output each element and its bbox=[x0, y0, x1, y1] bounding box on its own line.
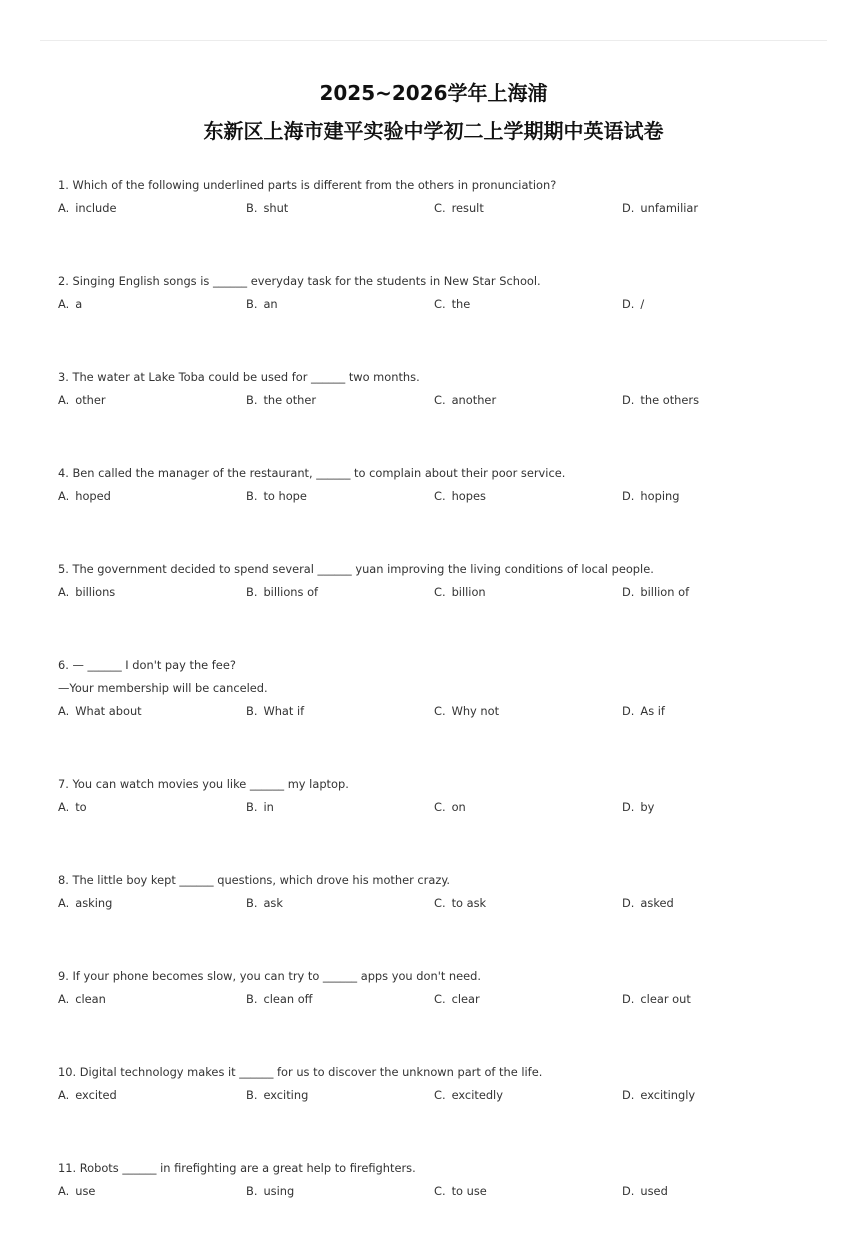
question-item bbox=[58, 270, 828, 316]
option-text: to hope bbox=[263, 489, 307, 503]
question-list bbox=[58, 174, 828, 1253]
exam-title-line-2: 东新区上海市建平实验中学初二上学期期中英语试卷 bbox=[203, 119, 664, 143]
option-text: other bbox=[75, 393, 106, 407]
option-letter: A. bbox=[58, 1088, 70, 1102]
option-text: Why not bbox=[451, 704, 500, 718]
option-letter: C. bbox=[434, 1184, 446, 1198]
question-item bbox=[58, 558, 828, 604]
answer-option bbox=[58, 389, 106, 412]
question-stem: 1. Which of the following underlined parts is different from the others in pronunciation? bbox=[58, 178, 557, 192]
answer-option bbox=[622, 197, 698, 220]
answer-option bbox=[58, 1084, 117, 1107]
option-letter: A. bbox=[58, 585, 70, 599]
option-letter: B. bbox=[246, 896, 258, 910]
answer-option bbox=[622, 796, 654, 819]
option-letter: B. bbox=[246, 585, 258, 599]
answer-option bbox=[622, 892, 674, 915]
answer-options bbox=[58, 1180, 828, 1203]
answer-options bbox=[58, 700, 828, 723]
answer-options bbox=[58, 892, 828, 915]
answer-option bbox=[434, 197, 484, 220]
option-letter: D. bbox=[622, 992, 635, 1006]
option-text: used bbox=[640, 1184, 668, 1198]
answer-option bbox=[622, 1084, 695, 1107]
option-text: excitedly bbox=[451, 1088, 503, 1102]
option-text: another bbox=[451, 393, 497, 407]
option-letter: D. bbox=[622, 896, 635, 910]
option-letter: A. bbox=[58, 393, 70, 407]
question-stem: 4. Ben called the manager of the restaurant, ______ to complain about their poor service. bbox=[58, 466, 566, 480]
question-item bbox=[58, 174, 828, 220]
answer-options bbox=[58, 389, 828, 412]
option-letter: B. bbox=[246, 704, 258, 718]
option-letter: C. bbox=[434, 201, 446, 215]
option-text: billion of bbox=[640, 585, 690, 599]
option-letter: B. bbox=[246, 1184, 258, 1198]
answer-options bbox=[58, 581, 828, 604]
answer-option bbox=[622, 485, 679, 508]
option-letter: B. bbox=[246, 201, 258, 215]
answer-option bbox=[434, 892, 486, 915]
answer-option bbox=[434, 796, 466, 819]
option-text: include bbox=[75, 201, 117, 215]
option-letter: C. bbox=[434, 896, 446, 910]
question-stem: 10. Digital technology makes it ______ for us to discover the unknown part of the life. bbox=[58, 1065, 543, 1079]
answer-options bbox=[58, 796, 828, 819]
question-item bbox=[58, 1061, 828, 1107]
answer-option bbox=[58, 197, 117, 220]
option-text: exciting bbox=[263, 1088, 309, 1102]
question-stem: 7. You can watch movies you like ______ my laptop. bbox=[58, 777, 349, 791]
option-text: the bbox=[451, 297, 471, 311]
question-item bbox=[58, 654, 828, 723]
question-stem: 11. Robots ______ in firefighting are a great help to firefighters. bbox=[58, 1161, 416, 1175]
option-letter: C. bbox=[434, 704, 446, 718]
option-letter: D. bbox=[622, 585, 635, 599]
answer-option bbox=[246, 988, 313, 1011]
answer-option bbox=[246, 197, 288, 220]
option-letter: B. bbox=[246, 1088, 258, 1102]
option-text: to ask bbox=[451, 896, 487, 910]
answer-option bbox=[246, 700, 304, 723]
option-text: ask bbox=[263, 896, 283, 910]
exam-title bbox=[0, 74, 867, 150]
question-item bbox=[58, 366, 828, 412]
option-text: the others bbox=[640, 393, 700, 407]
option-text: asking bbox=[75, 896, 113, 910]
answer-options bbox=[58, 485, 828, 508]
option-letter: D. bbox=[622, 704, 635, 718]
option-letter: C. bbox=[434, 393, 446, 407]
option-letter: C. bbox=[434, 1088, 446, 1102]
option-text: on bbox=[451, 800, 466, 814]
answer-option bbox=[246, 892, 283, 915]
option-text: by bbox=[640, 800, 655, 814]
option-letter: D. bbox=[622, 1088, 635, 1102]
answer-option bbox=[58, 796, 87, 819]
question-item bbox=[58, 869, 828, 915]
option-letter: D. bbox=[622, 1184, 635, 1198]
option-text: What about bbox=[75, 704, 142, 718]
answer-option bbox=[246, 581, 318, 604]
answer-option bbox=[246, 1084, 308, 1107]
option-letter: C. bbox=[434, 992, 446, 1006]
answer-option bbox=[246, 485, 307, 508]
question-stem: 5. The government decided to spend several ______ yuan improving the living conditions of local people. bbox=[58, 562, 654, 576]
option-text: use bbox=[75, 1184, 96, 1198]
answer-option bbox=[434, 988, 480, 1011]
answer-option bbox=[58, 1180, 95, 1203]
answer-option bbox=[58, 581, 115, 604]
option-letter: A. bbox=[58, 704, 70, 718]
option-letter: B. bbox=[246, 800, 258, 814]
answer-option bbox=[622, 988, 691, 1011]
answer-option bbox=[622, 293, 644, 316]
answer-option bbox=[434, 581, 486, 604]
answer-option bbox=[246, 293, 278, 316]
answer-option bbox=[434, 485, 486, 508]
option-letter: C. bbox=[434, 585, 446, 599]
option-text: an bbox=[263, 297, 278, 311]
option-text: excitingly bbox=[640, 1088, 696, 1102]
answer-option bbox=[246, 796, 274, 819]
option-letter: C. bbox=[434, 800, 446, 814]
option-letter: A. bbox=[58, 896, 70, 910]
option-letter: D. bbox=[622, 489, 635, 503]
option-letter: A. bbox=[58, 489, 70, 503]
answer-option bbox=[622, 389, 699, 412]
answer-options bbox=[58, 197, 828, 220]
option-text: in bbox=[263, 800, 274, 814]
option-letter: B. bbox=[246, 297, 258, 311]
exam-title-line-1: 2025~2026学年上海浦 bbox=[319, 81, 548, 105]
option-letter: A. bbox=[58, 297, 70, 311]
option-text: hoped bbox=[75, 489, 111, 503]
option-text: asked bbox=[640, 896, 674, 910]
option-letter: C. bbox=[434, 489, 446, 503]
answer-option bbox=[246, 1180, 294, 1203]
option-letter: A. bbox=[58, 1184, 70, 1198]
option-text: the other bbox=[263, 393, 317, 407]
option-text: unfamiliar bbox=[640, 201, 699, 215]
answer-option bbox=[622, 700, 665, 723]
option-text: clean off bbox=[263, 992, 313, 1006]
option-letter: A. bbox=[58, 201, 70, 215]
option-letter: D. bbox=[622, 393, 635, 407]
option-text: hopes bbox=[451, 489, 486, 503]
option-letter: B. bbox=[246, 489, 258, 503]
option-text: As if bbox=[640, 704, 665, 718]
answer-option bbox=[434, 293, 470, 316]
answer-options bbox=[58, 988, 828, 1011]
option-letter: B. bbox=[246, 393, 258, 407]
answer-option bbox=[58, 485, 111, 508]
option-letter: D. bbox=[622, 800, 635, 814]
option-text: to use bbox=[451, 1184, 487, 1198]
question-stem: 8. The little boy kept ______ questions, which drove his mother crazy. bbox=[58, 873, 451, 887]
option-text: / bbox=[640, 297, 645, 311]
option-text: clear out bbox=[640, 992, 691, 1006]
option-letter: C. bbox=[434, 297, 446, 311]
question-stem: 9. If your phone becomes slow, you can try to ______ apps you don't need. bbox=[58, 969, 481, 983]
option-letter: D. bbox=[622, 201, 635, 215]
option-text: What if bbox=[263, 704, 305, 718]
answer-option bbox=[434, 1180, 487, 1203]
question-stem: —Your membership will be canceled. bbox=[58, 681, 268, 695]
question-stem: 3. The water at Lake Toba could be used for ______ two months. bbox=[58, 370, 420, 384]
option-text: clear bbox=[451, 992, 480, 1006]
question-item bbox=[58, 462, 828, 508]
option-text: billion bbox=[451, 585, 486, 599]
option-text: clean bbox=[75, 992, 106, 1006]
top-divider bbox=[40, 40, 827, 41]
answer-option bbox=[622, 1180, 668, 1203]
option-letter: A. bbox=[58, 800, 70, 814]
answer-options bbox=[58, 1084, 828, 1107]
answer-option bbox=[434, 1084, 503, 1107]
option-text: result bbox=[451, 201, 484, 215]
option-text: hoping bbox=[640, 489, 680, 503]
option-text: to bbox=[75, 800, 87, 814]
answer-option bbox=[58, 892, 112, 915]
option-letter: D. bbox=[622, 297, 635, 311]
option-text: billions bbox=[75, 585, 116, 599]
answer-options bbox=[58, 293, 828, 316]
question-stem: 2. Singing English songs is ______ everyday task for the students in New Star School. bbox=[58, 274, 541, 288]
answer-option bbox=[246, 389, 316, 412]
option-text: shut bbox=[263, 201, 289, 215]
question-item bbox=[58, 965, 828, 1011]
answer-option bbox=[622, 581, 689, 604]
option-letter: B. bbox=[246, 992, 258, 1006]
question-item bbox=[58, 773, 828, 819]
option-text: using bbox=[263, 1184, 295, 1198]
answer-option bbox=[58, 293, 82, 316]
option-text: billions of bbox=[263, 585, 319, 599]
answer-option bbox=[58, 700, 142, 723]
answer-option bbox=[58, 988, 106, 1011]
question-stem: 6. — ______ I don't pay the fee? bbox=[58, 658, 236, 672]
answer-option bbox=[434, 700, 499, 723]
option-text: excited bbox=[75, 1088, 117, 1102]
option-letter: A. bbox=[58, 992, 70, 1006]
question-item bbox=[58, 1157, 828, 1203]
answer-option bbox=[434, 389, 496, 412]
option-text: a bbox=[75, 297, 83, 311]
